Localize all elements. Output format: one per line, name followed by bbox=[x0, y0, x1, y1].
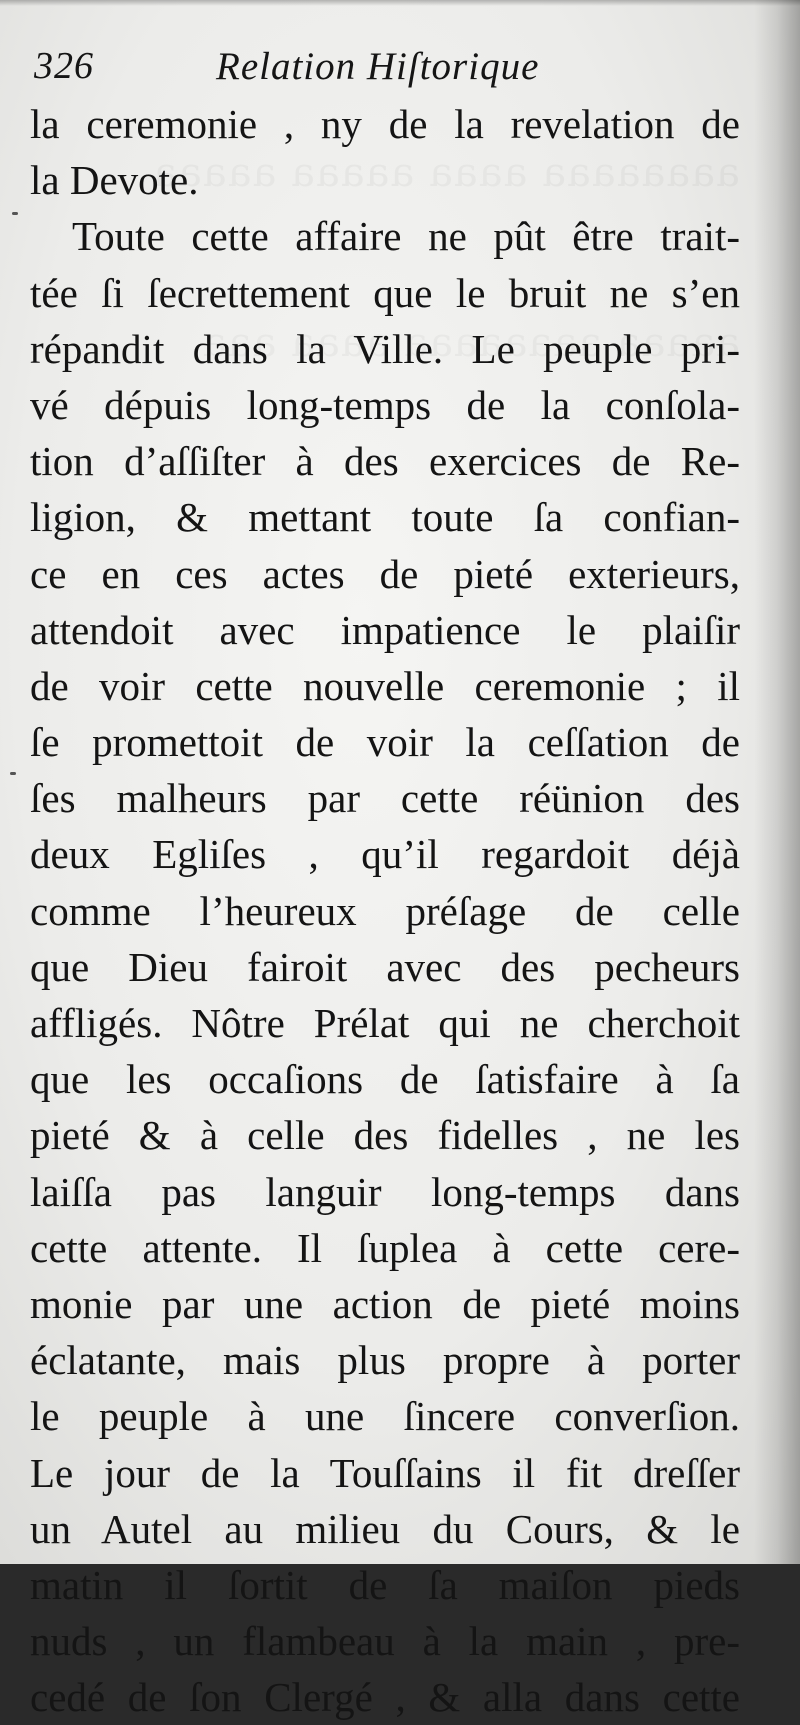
text-line: Le jour de la Touſſains il fit dreſſer bbox=[30, 1449, 740, 1496]
text-line: vé dépuis long-temps de la conſola- bbox=[30, 381, 740, 428]
text-line: monie par une action de pieté moins bbox=[30, 1280, 740, 1327]
text-line: affligés. Nôtre Prélat qui ne cherchoit bbox=[30, 1000, 740, 1046]
text-line: attendoit avec impatience le plaiſir bbox=[30, 606, 740, 653]
ink-speck bbox=[10, 772, 16, 775]
page-top-edge bbox=[0, 0, 800, 6]
page-number: 326 bbox=[34, 45, 94, 87]
text-line: cette attente. Il ſuplea à cette cere- bbox=[30, 1224, 740, 1271]
page-edge-shadow bbox=[754, 0, 800, 1564]
text-line: cedé de ſon Clergé , & alla dans cette bbox=[30, 1674, 740, 1721]
running-title: Relation Hiſtorique bbox=[216, 45, 540, 88]
text-line: Toute cette affaire ne pût être trait- bbox=[72, 213, 740, 260]
text-line: le peuple à une ſincere converſion. bbox=[30, 1393, 740, 1440]
text-line: répandit dans la Ville. Le peuple pri- bbox=[30, 325, 740, 372]
text-line: tée ſi ſecrettement que le bruit ne s’en bbox=[30, 269, 740, 316]
text-line: pieté & à celle des fidelles , ne les bbox=[30, 1112, 740, 1159]
text-line: tion d’aſſiſter à des exercices de Re- bbox=[30, 438, 740, 485]
text-line: ſes malheurs par cette réünion des bbox=[30, 775, 740, 822]
text-line: deux Egliſes , qu’il regardoit déjà bbox=[30, 831, 740, 878]
text-line: nuds , un flambeau à la main , pre- bbox=[30, 1618, 740, 1665]
text-line: la ceremonie , ny de la revelation de bbox=[30, 101, 740, 147]
ink-speck bbox=[12, 212, 18, 215]
text-line: de voir cette nouvelle ceremonie ; il bbox=[30, 662, 740, 709]
text-line: ligion, & mettant toute ſa confian- bbox=[30, 494, 740, 541]
text-line: la Devote. bbox=[30, 157, 199, 204]
text-line: laiſſa pas languir long-temps dans bbox=[30, 1168, 740, 1215]
text-line: comme l’heureux préſage de celle bbox=[30, 887, 740, 934]
body-text bbox=[30, 96, 740, 1725]
text-line: matin il ſortit de ſa maiſon pieds bbox=[30, 1561, 740, 1608]
text-line: éclatante, mais plus propre à porter bbox=[30, 1337, 740, 1384]
running-head bbox=[34, 38, 754, 92]
text-line: ce en ces actes de pieté exterieurs, bbox=[30, 550, 740, 597]
text-line: que les occaſions de ſatisfaire à ſa bbox=[30, 1056, 740, 1103]
text-line: que Dieu fairoit avec des pecheurs bbox=[30, 943, 740, 990]
text-line: un Autel au milieu du Cours, & le bbox=[30, 1505, 740, 1552]
text-line: ſe promettoit de voir la ceſſation de bbox=[30, 719, 740, 766]
